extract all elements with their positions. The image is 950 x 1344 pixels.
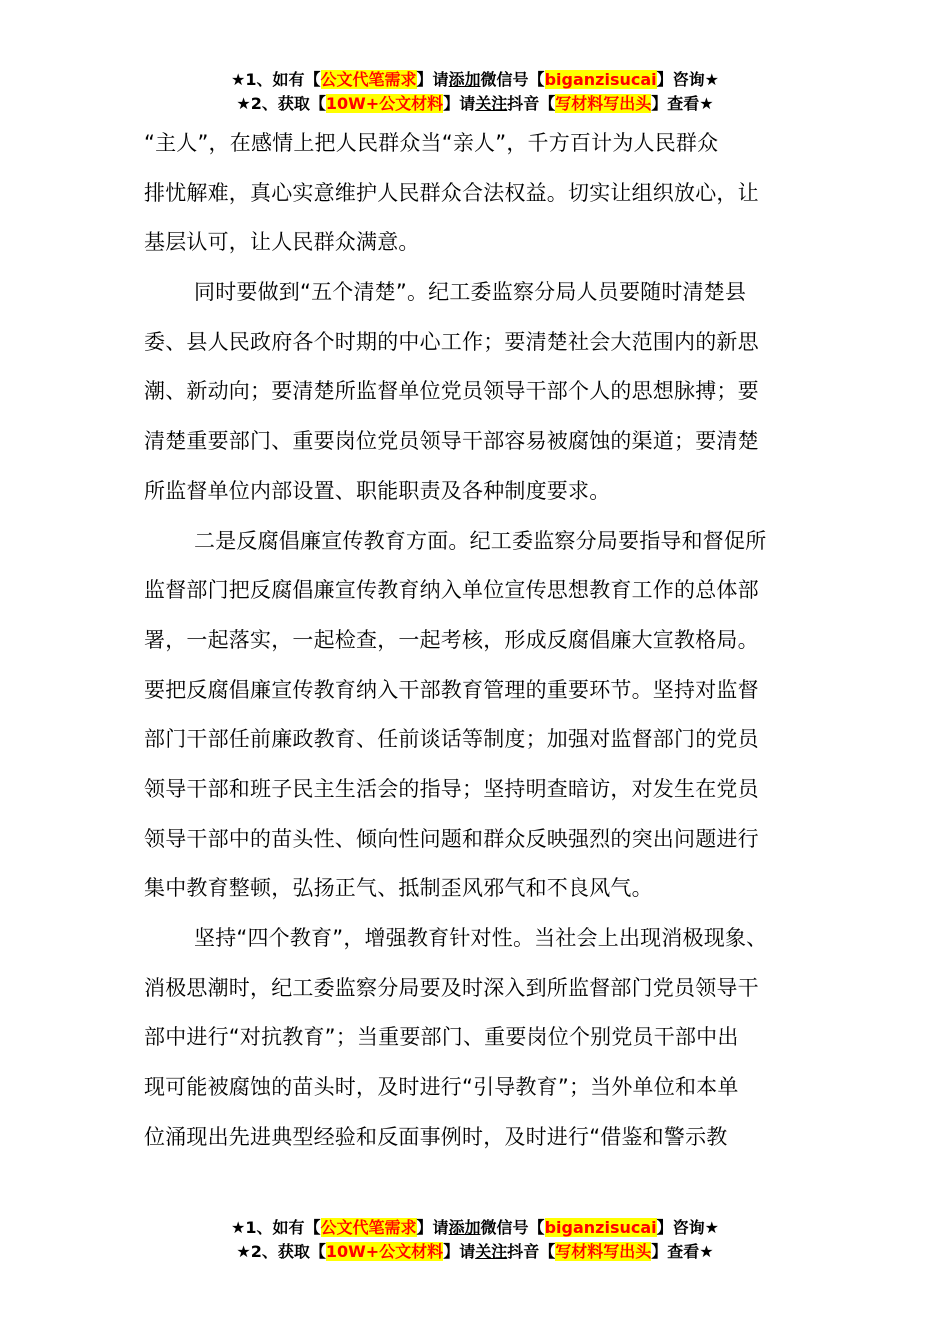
body-line: 监督部门把反腐倡廉宣传教育纳入单位宣传思想教育工作的总体部 (144, 578, 759, 603)
banner-line-1 (0, 68, 950, 92)
banner-line-2 (0, 92, 950, 116)
highlight-wechat-id: biganzisucai (544, 1218, 657, 1237)
banner-text: ★2、获取【 (236, 94, 326, 113)
banner-text: ★1、如有【 (231, 1218, 321, 1237)
banner-text: 】请 (443, 94, 476, 113)
body-line: 排忧解难，真心实意维护人民群众合法权益。切实让组织放心，让 (144, 180, 759, 205)
highlight-service: 公文代笔需求 (320, 70, 417, 89)
body-line: 基层认可，让人民群众满意。 (144, 230, 420, 255)
body-line: 集中教育整顿，弘扬正气、抵制歪风邪气和不良风气。 (144, 876, 653, 901)
paragraph-start-line: 坚持“四个教育”，增强教育针对性。当社会上出现消极现象、 (194, 926, 768, 950)
banner-text: 】请 (443, 1242, 476, 1261)
banner-line-2 (0, 1240, 950, 1264)
underlined-text: 关注 (475, 1242, 508, 1261)
footer-banner (0, 1216, 950, 1264)
body-line: 所监督单位内部设置、职能职责及各种制度要求。 (144, 478, 611, 503)
body-line: 委、县人民政府各个时期的中心工作；要清楚社会大范围内的新思 (144, 329, 759, 354)
underlined-text: 添加 (448, 70, 481, 89)
paragraph-start-line: 二是反腐倡廉宣传教育方面。纪工委监察分局要指导和督促所 (194, 528, 767, 553)
banner-text: ★2、获取【 (236, 1242, 326, 1261)
highlight-materials: 10W+公文材料 (325, 94, 444, 113)
document-body (144, 119, 804, 1162)
underlined-text: 添加 (448, 1218, 481, 1237)
body-line: 要把反腐倡廉宣传教育纳入干部教育管理的重要环节。坚持对监督 (144, 677, 759, 702)
highlight-wechat-id: biganzisucai (544, 70, 657, 89)
highlight-materials: 10W+公文材料 (325, 1242, 444, 1261)
banner-text: 抖音【 (507, 94, 556, 113)
body-line: 消极思潮时，纪工委监察分局要及时深入到所监督部门党员领导干 (144, 975, 759, 1000)
banner-text: 微信号【 (480, 70, 545, 89)
body-line: 潮、新动向；要清楚所监督单位党员领导干部个人的思想脉搏；要 (144, 379, 759, 404)
paragraph-start-line: 同时要做到“五个清楚”。纪工委监察分局人员要随时清楚县 (194, 280, 747, 305)
highlight-douyin-account: 写材料写出头 (555, 94, 652, 113)
banner-text: 】查看★ (651, 94, 714, 113)
header-banner (0, 68, 950, 116)
body-line: 领导干部中的苗头性、倾向性问题和群众反映强烈的突出问题进行 (144, 826, 759, 851)
body-line: “主人”，在感情上把人民群众当“亲人”，千方百计为人民群众 (144, 131, 719, 155)
banner-text: 微信号【 (480, 1218, 545, 1237)
banner-text: 】咨询★ (656, 1218, 719, 1237)
banner-text: 】请 (416, 1218, 449, 1237)
banner-text: ★1、如有【 (231, 70, 321, 89)
body-line: 署，一起落实，一起检查，一起考核，形成反腐倡廉大宣教格局。 (144, 627, 759, 652)
banner-text: 】咨询★ (656, 70, 719, 89)
highlight-service: 公文代笔需求 (320, 1218, 417, 1237)
banner-text: 】查看★ (651, 1242, 714, 1261)
banner-text: 抖音【 (507, 1242, 556, 1261)
body-line: 清楚重要部门、重要岗位党员领导干部容易被腐蚀的渠道；要清楚 (144, 429, 759, 454)
body-line: 部门干部任前廉政教育、任前谈话等制度；加强对监督部门的党员 (144, 727, 759, 752)
banner-line-1 (0, 1216, 950, 1240)
body-line: 部中进行“对抗教育”；当重要部门、重要岗位个别党员干部中出 (144, 1025, 739, 1050)
body-line: 现可能被腐蚀的苗头时，及时进行“引导教育”；当外单位和本单 (144, 1075, 739, 1100)
underlined-text: 关注 (475, 94, 508, 113)
banner-text: 】请 (416, 70, 449, 89)
body-line: 领导干部和班子民主生活会的指导；坚持明查暗访，对发生在党员 (144, 776, 759, 801)
highlight-douyin-account: 写材料写出头 (555, 1242, 652, 1261)
body-line: 位涌现出先进典型经验和反面事例时，及时进行“借鉴和警示教 (144, 1124, 728, 1149)
